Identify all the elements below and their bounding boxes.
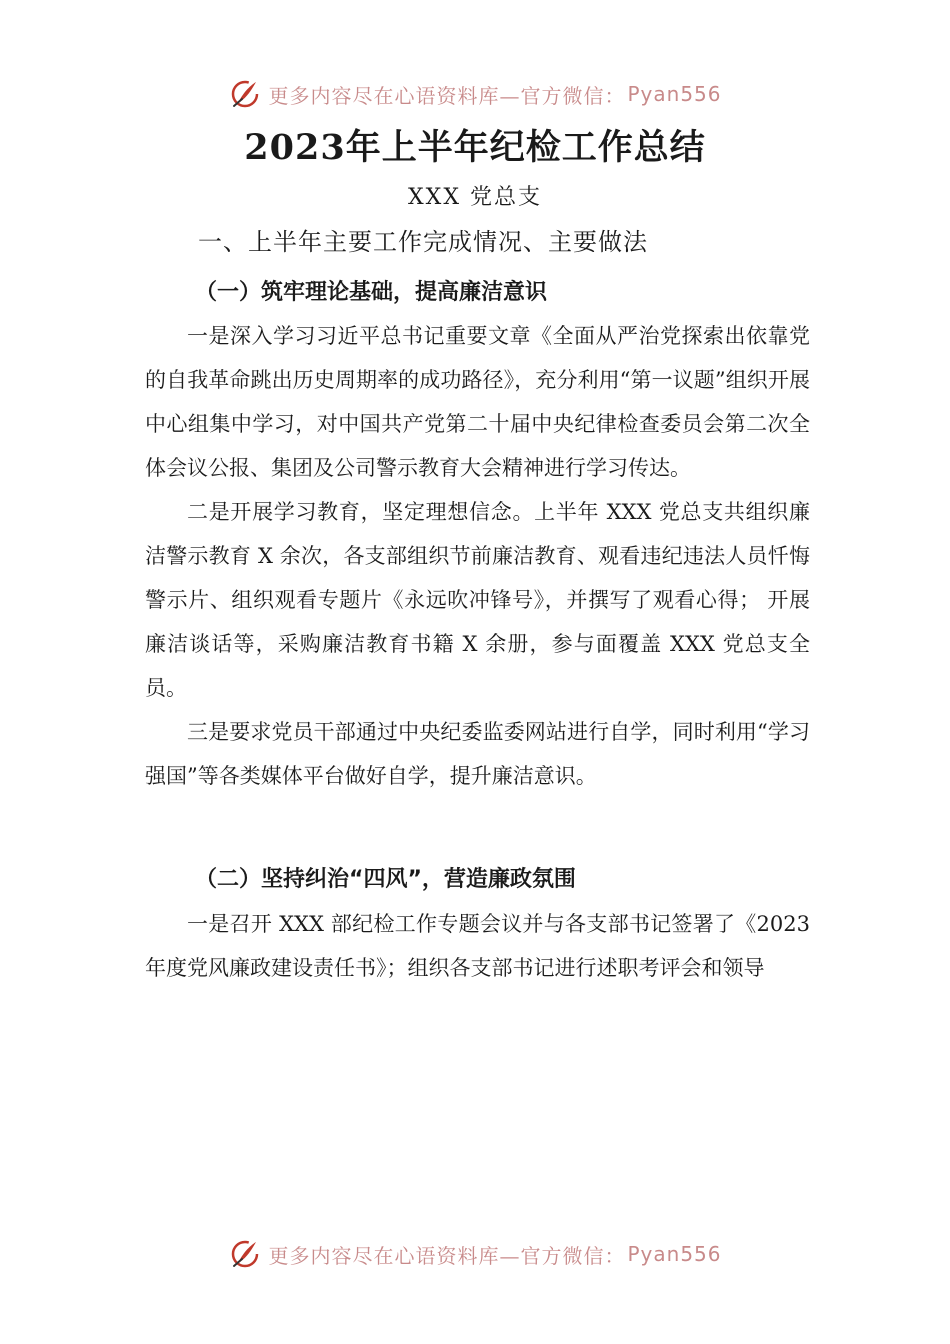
section-heading-1: 一、上半年主要工作完成情况、主要做法 [198, 228, 648, 256]
paragraph: 三是要求党员干部通过中央纪委监委网站进行自学，同时利用“学习强国”等各类媒体平台做好自学，提升廉洁意识。 [145, 720, 810, 788]
paragraph: 一是召开 XXX 部纪检工作专题会议并与各支部书记签署了《2023年度党风廉政建设责任书》；组织各支部书记进行述职考评会和领导 [145, 912, 810, 980]
watermark-text: 更多内容尽在心语资料库—官方微信： [268, 83, 626, 108]
document-title: 2023年上半年纪检工作总结 [244, 127, 706, 168]
watermark-wechat-id: Pyan556 [627, 1242, 722, 1266]
subsection-heading-2: （二）坚持纠治“四风”，营造廉政氛围 [195, 867, 576, 892]
paragraph: 一是深入学习习近平总书记重要文章《全面从严治党探索出依靠党的自我革命跳出历史周期率的成功路径》，充分利用“第一议题”组织开展中心组集中学习，对中国共产党第二十届中央纪律检查委员会第二次全体会议公报、集团及公司警示教育大会精神进行学习传达。 [145, 324, 810, 480]
watermark-text: 更多内容尽在心语资料库—官方微信： [268, 1243, 626, 1268]
document-organization: XXX 党总支 [408, 185, 542, 210]
feather-logo-icon [228, 1237, 262, 1271]
paragraph: 二是开展学习教育，坚定理想信念。上半年 XXX 党总支共组织廉洁警示教育 X 余次，各支部组织节前廉洁教育、观看违纪违法人员忏悔警示片、组织观看专题片《永远吹冲锋号》，并撰写了观看心得； 开展廉洁谈话等，采购廉洁教育书籍 X 余册，参与面覆盖 XXX 党总支全员。 [145, 500, 810, 700]
watermark-header [0, 74, 950, 114]
subsection-heading-1: （一）筑牢理论基础，提高廉洁意识 [195, 280, 548, 305]
watermark-wechat-id: Pyan556 [627, 82, 722, 106]
watermark-footer [0, 1234, 950, 1274]
feather-logo-icon [228, 77, 262, 111]
